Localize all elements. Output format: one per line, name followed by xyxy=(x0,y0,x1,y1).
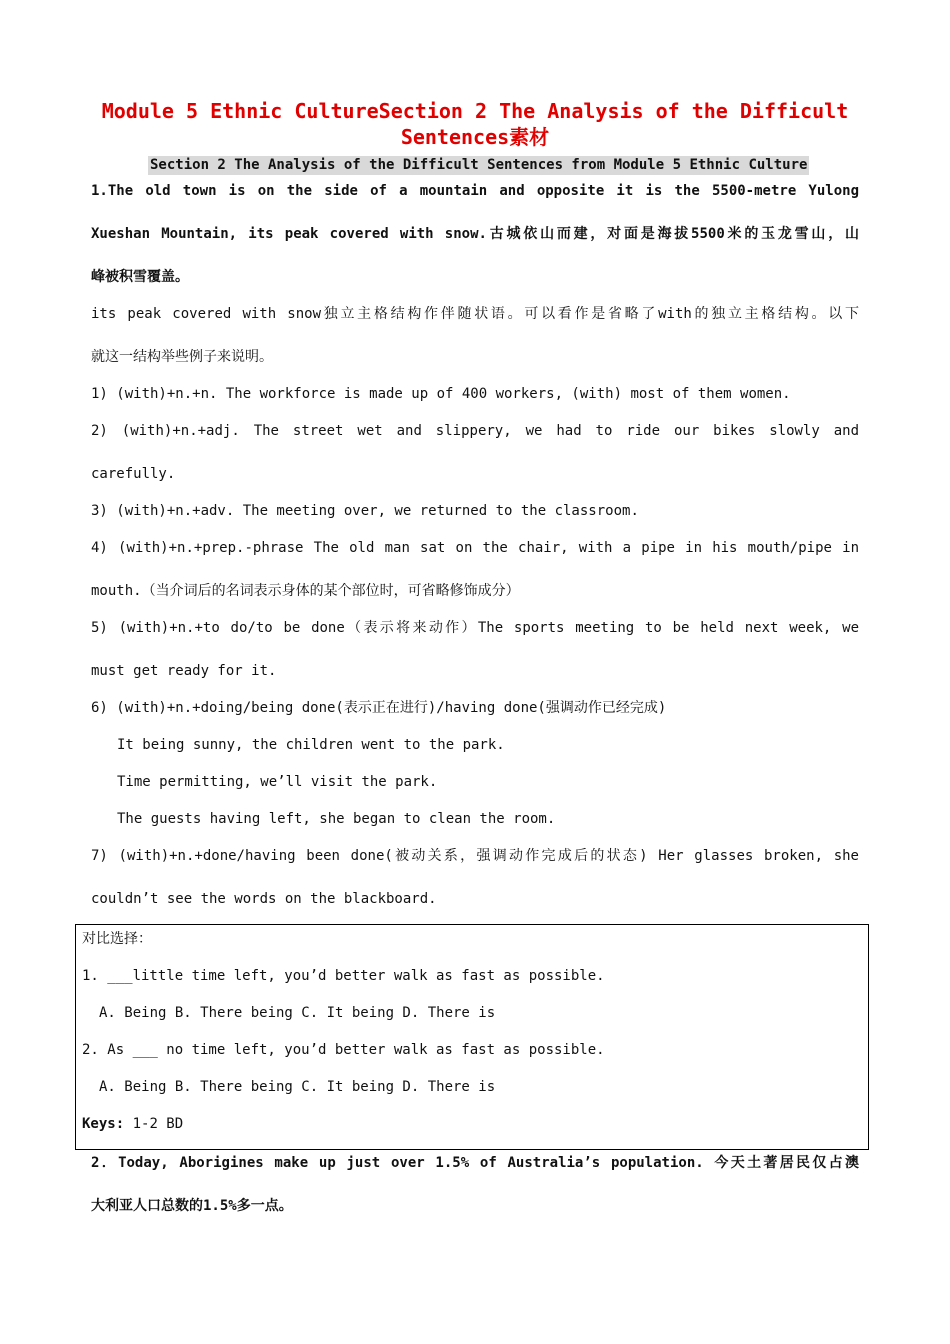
sentence-1-line-2: Xueshan Mountain, its peak covered with snow.古城依山而建，对面是海拔5500米的玉龙雪山，山 xyxy=(91,226,859,242)
example-7-line-2: couldn’t see the words on the blackboard. xyxy=(91,891,437,907)
sentence-2-line-2: 大利亚人口总数的1.5%多一点。 xyxy=(91,1198,293,1214)
question-1: 1. ___little time left, you’d better walk as fast as possible. xyxy=(82,968,605,984)
sentence-2-line-1: 2．Today, Aborigines make up just over 1.5% of Australia’s population. 今天土著居民仅占澳 xyxy=(91,1155,859,1171)
title-line-1: Module 5 Ethnic CultureSection 2 The Analysis of the Difficult xyxy=(101,99,849,123)
example-2-line-2: carefully. xyxy=(91,466,176,482)
example-6-sentence-a: It being sunny, the children went to the park. xyxy=(117,737,505,753)
example-2-line-1: 2) (with)+n.+adj. The street wet and slippery, we had to ride our bikes slowly and xyxy=(91,423,859,439)
example-6-sentence-b: Time permitting, we’ll visit the park. xyxy=(117,774,438,790)
example-6: 6) (with)+n.+doing/being done(表示正在进行)/having done(强调动作已经完成) xyxy=(91,700,667,716)
sentence-1-line-3: 峰被积雪覆盖。 xyxy=(91,269,189,285)
note-line-2: 就这一结构举些例子来说明。 xyxy=(91,349,273,365)
answer-keys xyxy=(82,1114,183,1134)
example-4-line-1: 4) (with)+n.+prep.-phrase The old man sat on the chair, with a pipe in his mouth/pipe in xyxy=(91,540,859,556)
title-line-2: Sentences素材 xyxy=(400,125,550,149)
example-6-sentence-c: The guests having left, she began to clean the room. xyxy=(117,811,556,827)
answer-keys-label: Keys: xyxy=(82,1116,125,1132)
example-3: 3) (with)+n.+adv. The meeting over, we returned to the classroom. xyxy=(91,503,639,519)
note-line-1: its peak covered with snow独立主格结构作伴随状语。可以看作是省略了with的独立主格结构。以下 xyxy=(91,306,859,322)
example-1: 1) (with)+n.+n. The workforce is made up of 400 workers, (with) most of them women. xyxy=(91,386,791,402)
question-2-options: A. Being B. There being C. It being D. There is xyxy=(99,1079,496,1095)
document-subtitle: Section 2 The Analysis of the Difficult Sentences from Module 5 Ethnic Culture xyxy=(150,157,808,173)
example-7-line-1: 7) (with)+n.+done/having been done(被动关系，强调动作完成后的状态) Her glasses broken, she xyxy=(91,848,859,864)
document-title xyxy=(90,98,860,150)
question-1-options: A. Being B. There being C. It being D. There is xyxy=(99,1005,496,1021)
answer-keys-value: 1-2 BD xyxy=(124,1116,184,1132)
example-4-line-2: mouth.（当介词后的名词表示身体的某个部位时，可省略修饰成分） xyxy=(91,583,520,599)
exercise-box xyxy=(75,924,869,1150)
question-2: 2. As ___ no time left, you’d better walk as fast as possible. xyxy=(82,1042,605,1058)
example-5-line-1: 5) (with)+n.+to do/to be done（表示将来动作）The sports meeting to be held next week, we xyxy=(91,620,859,636)
exercise-heading: 对比选择： xyxy=(82,931,152,947)
example-5-line-2: must get ready for it. xyxy=(91,663,277,679)
sentence-1-line-1: 1.The old town is on the side of a mountain and opposite it is the 5500-metre Yulong xyxy=(91,183,859,199)
